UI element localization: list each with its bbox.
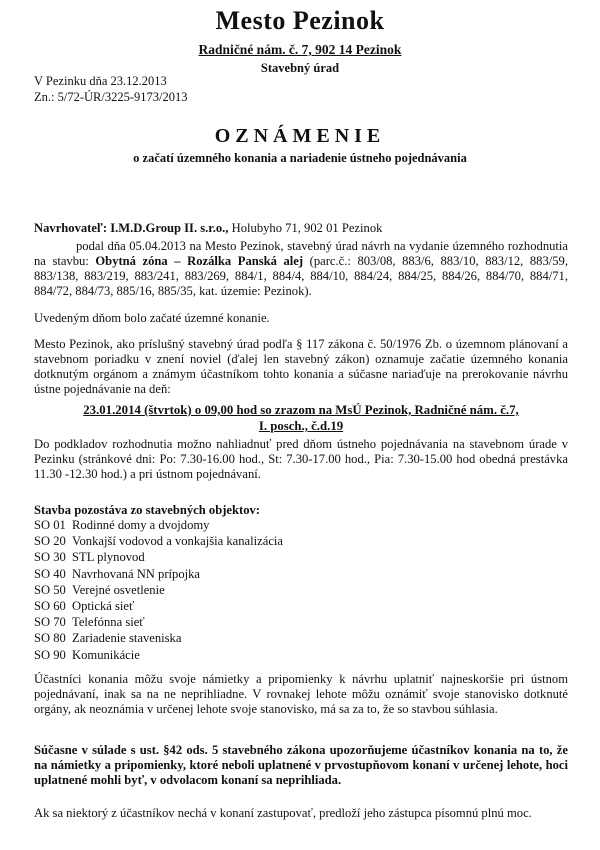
hearing-date bbox=[34, 402, 568, 434]
notice-heading: OZNÁMENIE bbox=[214, 125, 386, 147]
object-code: SO 60 bbox=[34, 598, 66, 613]
applicant-line bbox=[34, 221, 568, 236]
list-item bbox=[34, 517, 434, 533]
applicant-name: I.M.D.Group II. s.r.o., bbox=[110, 221, 229, 235]
object-name: Rodinné domy a dvojdomy bbox=[72, 518, 210, 532]
object-code: SO 40 bbox=[34, 566, 66, 581]
warning-paragraph: Súčasne v súlade s ust. §42 ods. 5 stavebného zákona upozorňujeme účastníkov konania na to, že na námietky a pripomienky, ktoré neboli uplatnené v prvostupňovom konaní v určenej lehote, hoci uplatnené mohli byť, v odvolacom konaní sa neprihliada. bbox=[34, 743, 568, 787]
reference-number: Zn.: 5/72-ÚR/3225-9173/2013 bbox=[34, 90, 188, 104]
date-line: V Pezinku dňa 23.12.2013 bbox=[34, 74, 167, 88]
list-item bbox=[34, 598, 434, 614]
object-code: SO 30 bbox=[34, 550, 66, 565]
office-name: Stavebný úrad bbox=[260, 61, 340, 75]
objects-title: Stavba pozostáva zo stavebných objektov: bbox=[34, 503, 260, 517]
applicant-label: Navrhovateľ: bbox=[34, 221, 108, 235]
object-name: Optická sieť bbox=[72, 598, 135, 613]
intro-text: podal dňa 05.04.2013 na Mesto Pezinok, stavebný úrad návrh na vydanie územného rozhodnutia na stavbu: bbox=[34, 239, 568, 268]
intro-paragraph bbox=[34, 239, 568, 299]
list-item bbox=[34, 647, 434, 663]
objections-paragraph: Účastníci konania môžu svoje námietky a pripomienky k návrhu uplatniť najneskoršie pri ústnom pojednávaní, inak sa na ne neprihliadne. V rovnakej lehote môžu oznámiť svoje stanovisko dotknuté orgány, ak neoznámia v určenej lehote svoje stanovisko, má sa za to, že so stavbou súhlasia. bbox=[34, 672, 568, 716]
object-name: Vonkajší vodovod a vonkajšia kanalizácia bbox=[72, 534, 284, 549]
object-name: STL plynovod bbox=[72, 550, 145, 565]
list-item bbox=[34, 549, 434, 565]
object-code: SO 20 bbox=[34, 534, 66, 549]
office-address-text: Radničné nám. č. 7, 902 14 Pezinok bbox=[198, 42, 402, 57]
list-item bbox=[34, 582, 434, 598]
documents-paragraph: Do podkladov rozhodnutia možno nahliadnuť pred dňom ústneho pojednávania na stavebnom úrade v Pezinku (stránkové dni: Po: 7.30-16.00 hod., St: 7.30-17.00 hod., Pia: 7.30-15.00 hod obedná prestávka 11.30 -12.30 hod.) a pri ústnom pojednávaní. bbox=[34, 437, 568, 481]
list-item bbox=[34, 566, 434, 582]
object-name: Zariadenie staveniska bbox=[72, 631, 182, 646]
project-name: Obytná zóna – Rozálka Panská alej bbox=[95, 254, 304, 268]
applicant-address: Holubyho 71, 902 01 Pezinok bbox=[231, 221, 383, 235]
object-code: SO 50 bbox=[34, 582, 66, 597]
list-item bbox=[34, 614, 434, 630]
object-code: SO 01 bbox=[34, 518, 66, 532]
announcement-paragraph: Mesto Pezinok, ako príslušný stavebný úrad podľa § 117 zákona č. 50/1976 Zb. o územnom plánovaní a stavebnom poriadku v znení noviel (ďalej len stavebný zákon) oznamuje začatie územného konania dotknutým orgánom a známym účastníkom tohto konania a súčasne nariaďuje na prerokovanie návrhu ústne pojednávanie na deň: bbox=[34, 337, 568, 396]
hearing-line-2: I. posch., č.d.19 bbox=[258, 419, 344, 433]
city-title: Mesto Pezinok bbox=[215, 6, 385, 35]
object-code: SO 70 bbox=[34, 615, 66, 630]
representation-paragraph: Ak sa niektorý z účastníkov nechá v konaní zastupovať, predloží jeho zástupca písomnú plnú moc. bbox=[34, 806, 532, 820]
parcel-list: (parc.č.: 803/08, 883/6, 883/10, 883/12, 883/59, 883/138, 883/219, 883/241, 883/269, 884/1, 884/4, 884/10, 884/24, 884/25, 884/26, 884/70, 884/71, 884/72, 884/73, 885/16, 885/35, kat. územie: Pezinok). bbox=[34, 254, 569, 298]
hearing-line-1: 23.01.2014 (štvrtok) o 09,00 hod so zrazom na MsÚ Pezinok, Radničné nám. č.7, bbox=[83, 403, 519, 417]
list-item bbox=[34, 533, 434, 549]
object-name: Komunikácie bbox=[72, 647, 140, 662]
office-address bbox=[0, 42, 600, 58]
list-item bbox=[34, 630, 434, 646]
notice-subheading: o začatí územného konania a nariadenie ústneho pojednávania bbox=[133, 151, 467, 165]
object-code: SO 80 bbox=[34, 631, 66, 646]
object-name: Verejné osvetlenie bbox=[72, 582, 165, 597]
object-code: SO 90 bbox=[34, 647, 66, 662]
object-name: Navrhovaná NN prípojka bbox=[72, 566, 200, 581]
object-name: Telefónna sieť bbox=[72, 615, 145, 630]
proceedings-started: Uvedeným dňom bolo začaté územné konanie. bbox=[34, 311, 270, 325]
objects-list bbox=[34, 517, 434, 663]
